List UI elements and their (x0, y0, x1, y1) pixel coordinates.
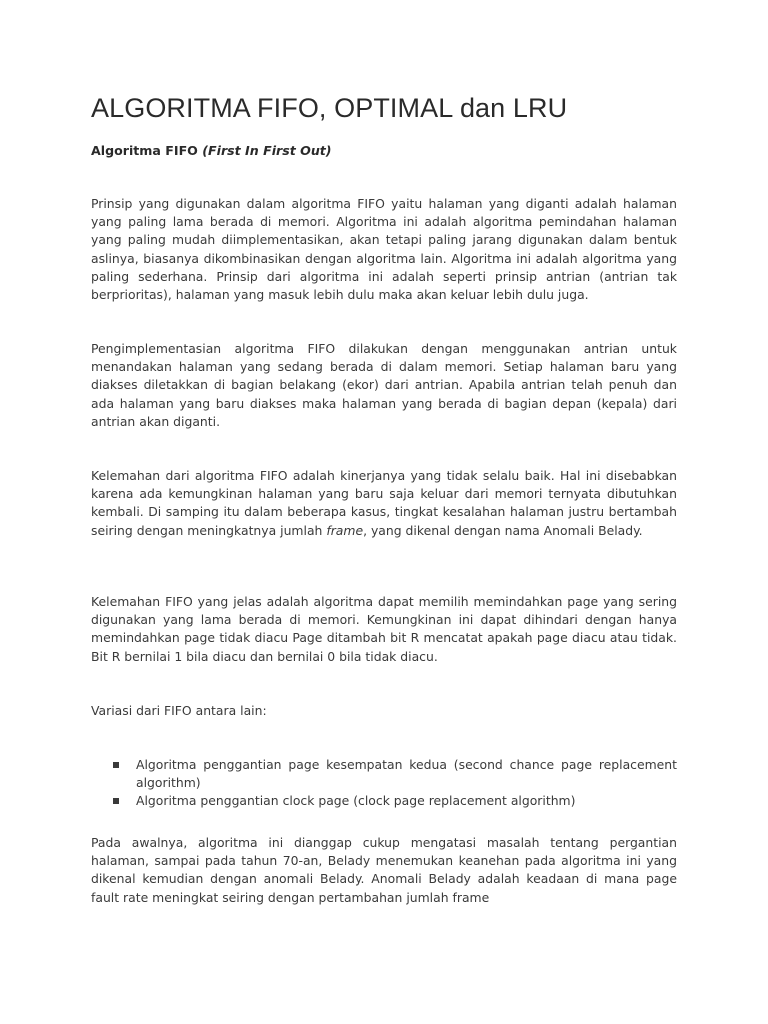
section-heading-italic: (First In First Out) (202, 143, 332, 158)
list-item-text: Algoritma penggantian clock page (clock page replacement algorithm) (136, 793, 576, 809)
list-item (91, 756, 677, 792)
section-heading (91, 143, 332, 158)
variations-list (91, 756, 677, 811)
section-heading-text: Algoritma FIFO (91, 143, 203, 158)
document-title: ALGORITMA FIFO, OPTIMAL dan LRU (91, 93, 568, 123)
paragraph-weakness (91, 467, 677, 540)
paragraph-principle: Prinsip yang digunakan dalam algoritma FIFO yaitu halaman yang diganti adalah halaman yang paling lama berada di memori. Algoritma ini adalah algoritma pemindahan halaman yang paling mudah diimplementasikan, akan tetapi paling jarang digunakan dalam bentuk aslinya, biasanya dikombinasikan dengan algoritma lain. Algoritma ini adalah algoritma yang paling sederhana. Prinsip dari algoritma ini adalah seperti prinsip antrian (antrian tak berprioritas), halaman yang masuk lebih dulu maka akan keluar lebih dulu juga. (91, 196, 677, 303)
paragraph-belady: Pada awalnya, algoritma ini dianggap cukup mengatasi masalah tentang pergantian halaman, sampai pada tahun 70-an, Belady menemukan keanehan pada algoritma ini yang dikenal kemudian dengan anomali Belady. Anomali Belady adalah keadaan di mana page fault rate meningkat seiring dengan pertambahan jumlah frame (91, 835, 677, 905)
list-item (91, 792, 677, 810)
square-bullet-icon (113, 798, 119, 804)
list-item-text: Algoritma penggantian page kesempatan kedua (second chance page replacement algorithm) (136, 757, 677, 791)
square-bullet-icon (113, 762, 119, 768)
paragraph-weakness-text: Kelemahan dari algoritma FIFO adalah kinerjanya yang tidak selalu baik. Hal ini disebabkan karena ada kemungkinan halaman yang baru saja keluar dari memori ternyata dibutuhkan kembali. Di samping itu dalam beberapa kasus, tingkat kesalahan halaman justru bertambah seiring dengan meningkatnya jumlah (91, 468, 677, 538)
paragraph-weakness-italic: frame (326, 522, 364, 538)
paragraph-implementation: Pengimplementasian algoritma FIFO dilakukan dengan menggunakan antrian untuk menandakan halaman yang sedang berada di dalam memori. Setiap halaman baru yang diakses diletakkan di bagian belakang (ekor) dari antrian. Apabila antrian telah penuh dan ada halaman yang baru diakses maka halaman yang berada di bagian depan (kepala) dari antrian akan diganti. (91, 341, 677, 429)
paragraph-variations-intro: Variasi dari FIFO antara lain: (91, 703, 267, 718)
paragraph-weakness-end: , yang dikenal dengan nama Anomali Belady. (363, 522, 643, 538)
paragraph-weakness-fifo: Kelemahan FIFO yang jelas adalah algoritma dapat memilih memindahkan page yang sering digunakan yang lama berada di memori. Kemungkinan ini dapat dihindari dengan hanya memindahkan page tidak diacu Page ditambah bit R mencatat apakah page diacu atau tidak. Bit R bernilai 1 bila diacu dan bernilai 0 bila tidak diacu. (91, 594, 677, 664)
